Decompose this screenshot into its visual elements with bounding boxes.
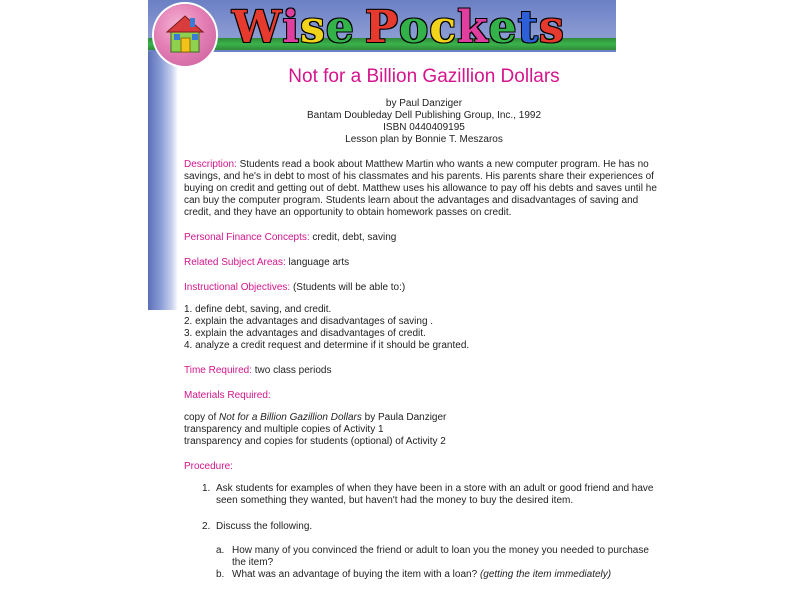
title-letter: s <box>300 2 326 53</box>
publisher-line: Bantam Doubleday Dell Publishing Group, Inc., 1992 <box>306 110 542 121</box>
title-letter: o <box>399 2 430 53</box>
list-item: transparency and multiple copies of Activity 1 <box>184 424 384 435</box>
procedure-section <box>184 461 664 473</box>
material-prefix: copy of <box>184 412 220 423</box>
title-letter: e <box>325 2 355 53</box>
concepts-text: credit, debt, saving <box>309 232 397 243</box>
book-byline <box>184 98 664 146</box>
title-letter: i <box>282 2 301 53</box>
description-text: Students read a book about Matthew Martin who wants a new computer program. He has no savings, and he's in debt to most of his classmates and his parents. His parents share their experiences of buying on credit and getting out of debt. Matthew uses his allowance to pay off his debts and saves until he can buy the computer program. Students learn about the advantages and disadvantages of saving and credit, and they have an opportunity to obtain homework passes on credit. <box>184 159 657 218</box>
list-item: 4. analyze a credit request and determine if it should be granted. <box>184 340 470 351</box>
materials-heading: Materials Required: <box>184 390 271 401</box>
objectives-text: (Students will be able to:) <box>290 282 406 293</box>
house-icon <box>154 4 216 66</box>
subjects-text: language arts <box>285 257 350 268</box>
item-answer: (getting the item immediately) <box>479 569 612 580</box>
description-section <box>184 159 664 219</box>
item-letter: b. <box>216 569 225 580</box>
title-letter: W <box>232 2 283 53</box>
list-item <box>184 412 664 424</box>
procedure-heading: Procedure: <box>184 461 233 472</box>
isbn-line: ISBN 0440409195 <box>383 122 465 133</box>
subjects-heading: Related Subject Areas: <box>184 257 286 268</box>
item-text: Ask students for examples of when they have been in a store with an adult or good friend and have seen something they wanted, but haven't had the money to buy the desired item. <box>216 483 654 506</box>
materials-list <box>184 412 664 448</box>
time-heading: Time Required: <box>184 365 252 376</box>
title-letter: P <box>364 2 400 53</box>
list-item: transparency and copies for students (optional) of Activity 2 <box>184 436 446 447</box>
procedure-list <box>184 483 664 581</box>
item-text: What was an advantage of buying the item with a loan? <box>232 569 480 580</box>
book-title: Not for a Billion Gazillion Dollars <box>219 412 362 423</box>
item-number: 2. <box>202 521 211 532</box>
title-letter: t <box>517 2 539 53</box>
list-item: 3. explain the advantages and disadvantages of credit. <box>184 328 426 339</box>
time-text: two class periods <box>252 365 332 376</box>
item-number: 1. <box>202 483 211 494</box>
title-letter: e <box>488 2 518 53</box>
concepts-heading: Personal Finance Concepts: <box>184 232 310 243</box>
page-title: Not for a Billion Gazillion Dollars <box>288 66 560 87</box>
objectives-list <box>184 304 664 352</box>
title-letter: c <box>429 2 458 53</box>
item-text: Discuss the following. <box>216 521 313 532</box>
list-item <box>184 483 664 507</box>
item-text: How many of you convinced the friend or adult to loan you the money you needed to purchase the item? <box>232 545 649 568</box>
objectives-heading: Instructional Objectives: <box>184 282 291 293</box>
list-item <box>184 521 664 581</box>
time-section <box>184 365 664 377</box>
lesson-author-line: Lesson plan by Bonnie T. Meszaros <box>345 134 503 145</box>
list-item: 1. define debt, saving, and credit. <box>184 304 332 315</box>
site-title <box>232 2 565 54</box>
concepts-section <box>184 232 664 244</box>
subjects-section <box>184 257 664 269</box>
list-item: 2. explain the advantages and disadvantages of saving . <box>184 316 434 327</box>
title-letter: s <box>539 2 565 53</box>
list-item <box>184 569 664 581</box>
objectives-section <box>184 282 664 294</box>
author-line: by Paul Danziger <box>385 98 463 109</box>
sub-list <box>216 545 664 581</box>
title-letter: k <box>457 2 489 53</box>
material-suffix: by Paula Danziger <box>361 412 447 423</box>
description-heading: Description: <box>184 159 237 170</box>
lesson-content <box>184 60 664 595</box>
list-item <box>184 545 664 569</box>
item-letter: a. <box>216 545 225 556</box>
materials-section <box>184 390 664 402</box>
